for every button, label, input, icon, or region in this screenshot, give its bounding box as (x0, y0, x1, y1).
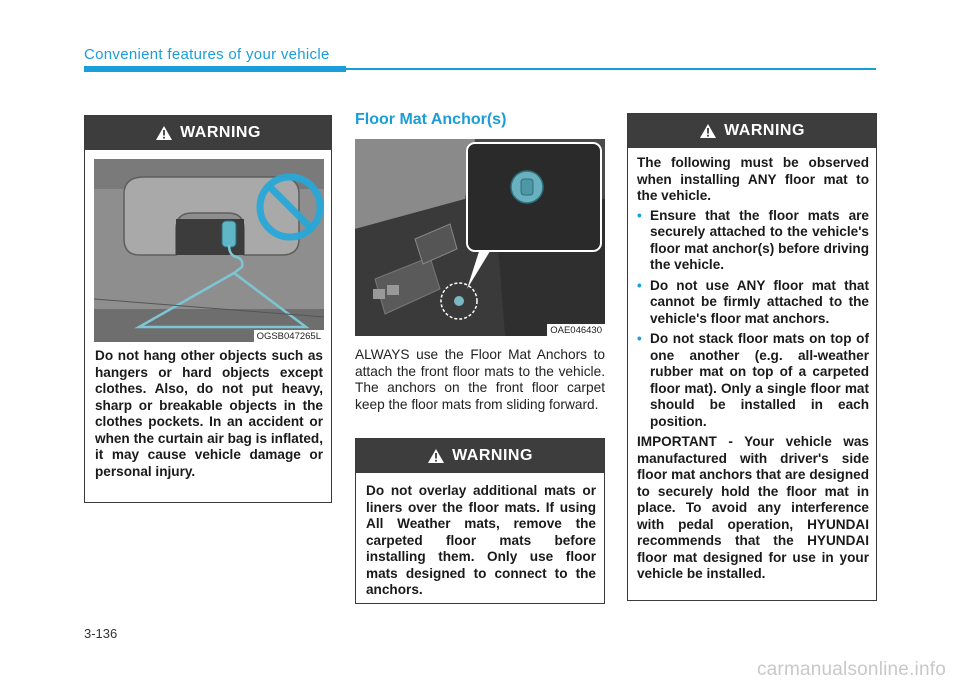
right-warning-header (628, 114, 876, 148)
right-warning-box (627, 113, 877, 601)
warning-triangle-icon (427, 448, 445, 464)
left-warning-text: Do not hang other objects such as hangers or hard objects except clothes. Also, do not put heavy, sharp or breakable objects in the clothes pockets. In an accident or when the curtain air bag is inflated, it may cause vehicle damage or personal injury. (95, 348, 323, 479)
header-accent-bar (84, 66, 346, 72)
section-title: Floor Mat Anchor(s) (355, 111, 507, 128)
right-warning-content (637, 155, 869, 583)
left-warning-title: WARNING (180, 124, 261, 141)
section-body-text: ALWAYS use the Floor Mat Anchors to attach the front floor mats to the vehicle. The anchors on the front floor carpet keep the floor mats from sliding forward. (355, 347, 605, 412)
warning-triangle-icon (155, 125, 173, 141)
bullet-icon: • (637, 277, 642, 293)
coat-hook-illustration (94, 159, 324, 342)
left-photo-code: OGSB047265L (254, 330, 324, 342)
list-item: • Do not stack floor mats on top of one another (e.g. all-weather rubber mat on top of a carpeted floor mat). Only a single floor mat should be installed in each position. (637, 331, 869, 429)
floor-mat-anchor-photo (355, 139, 605, 336)
right-warning-intro: The following must be observed when installing ANY floor mat to the vehicle. (637, 155, 869, 203)
left-warning-box (84, 115, 332, 503)
middle-warning-title: WARNING (452, 447, 533, 464)
section-header-title: Convenient features of your vehicle (84, 46, 330, 63)
bullet-icon: • (637, 207, 642, 223)
page-number: 3-136 (84, 626, 118, 641)
right-warning-important: IMPORTANT - Your vehicle was manufactured with driver's side floor mat anchors that are designed to securely hold the floor mat in place. To avoid any interference with pedal operation, HYUNDAI recommends that the HYUNDAI floor mat designed for use in your vehicle be installed. (637, 434, 869, 581)
mid-photo-code: OAE046430 (547, 324, 605, 336)
coat-hook-photo (94, 159, 324, 359)
warning-triangle-icon (699, 123, 717, 139)
right-warning-title: WARNING (724, 122, 805, 139)
left-warning-header (85, 116, 331, 150)
middle-warning-box (355, 438, 605, 604)
header-rule (346, 68, 876, 70)
watermark: carmanualsonline.info (756, 659, 946, 680)
bullet-icon: • (637, 331, 642, 346)
list-item: • Do not use ANY floor mat that cannot be firmly attached to the vehicle's floor mat anchors. (637, 277, 869, 326)
middle-warning-header (356, 439, 604, 473)
floor-mat-anchor-illustration (355, 139, 605, 336)
middle-warning-text: Do not overlay additional mats or liners over the floor mats. If using All Weather mats, remove the carpeted floor mats before installing them. Only use floor mats designed to connect to the anchors. (366, 483, 596, 597)
list-item: • Ensure that the floor mats are securely attached to the vehicle's floor mat anchor(s) before driving the vehicle. (637, 207, 869, 272)
right-warning-bullets (637, 208, 869, 431)
